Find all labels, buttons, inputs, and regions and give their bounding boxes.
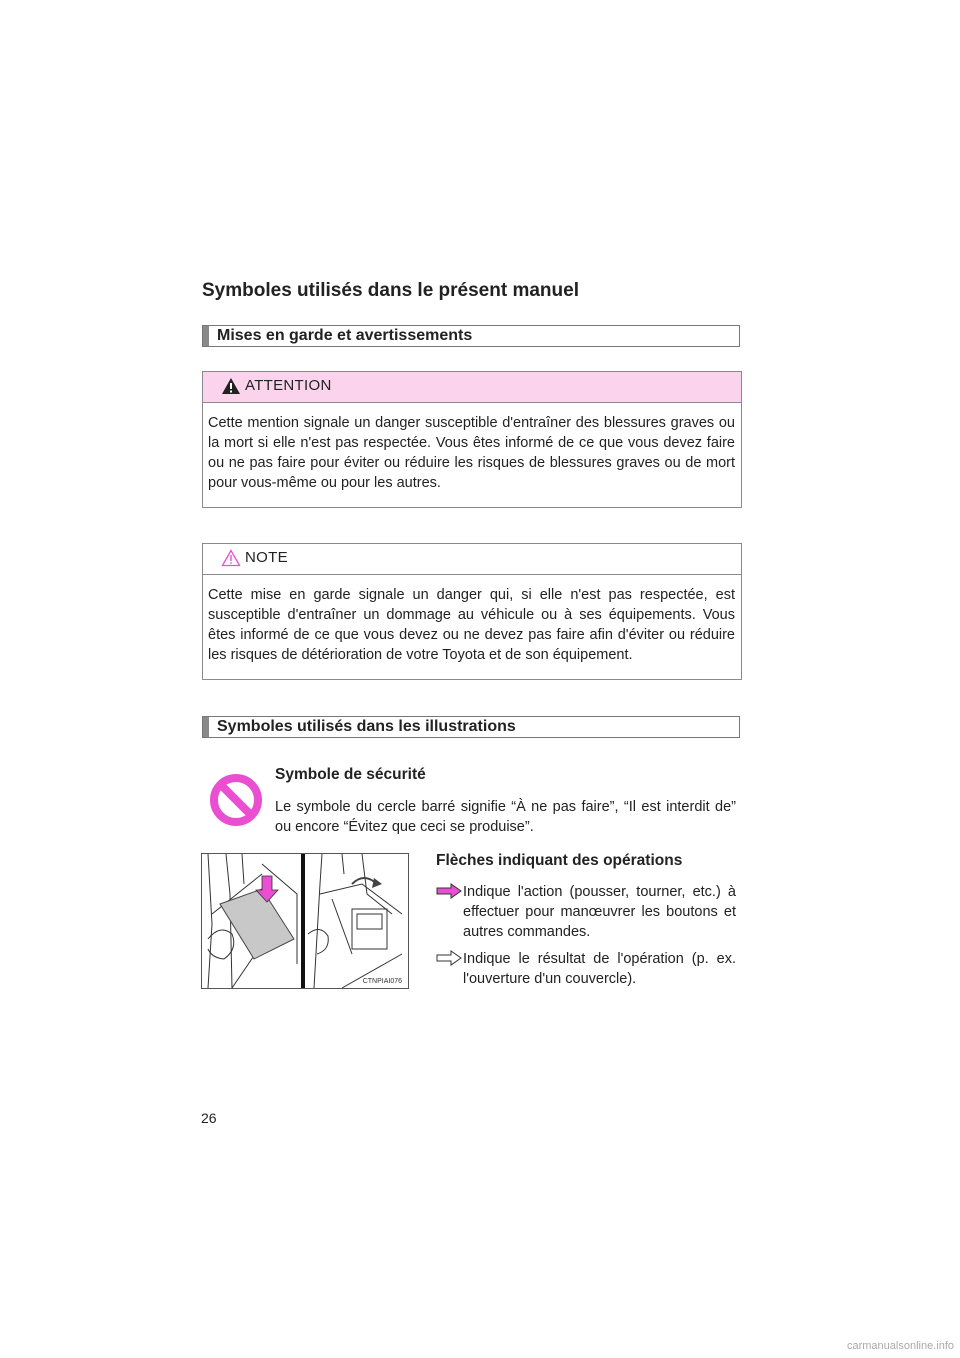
section-header-illustrations bbox=[202, 716, 740, 738]
attention-label: ATTENTION bbox=[245, 377, 332, 394]
note-text: Cette mise en garde signale un danger qui, si elle n'est pas respectée, est susceptible d'entraîner un dommage au véhicule ou à ses équipements. Vous êtes informé de ce que vous devez ou ne devez pas faire afin d'éviter ou réduire les risques de détérioration de votre Toyota et de son équipement. bbox=[208, 587, 735, 663]
result-arrow-text: Indique le résultat de l'opération (p. ex. l'ouverture d'un couvercle). bbox=[463, 951, 736, 987]
page-title: Symboles utilisés dans le présent manuel bbox=[202, 280, 579, 301]
section-title: Symboles utilisés dans les illustrations bbox=[217, 718, 516, 735]
section-marker bbox=[203, 717, 209, 737]
note-label: NOTE bbox=[245, 549, 288, 566]
attention-box bbox=[202, 371, 742, 508]
section-marker bbox=[203, 326, 209, 346]
attention-text: Cette mention signale un danger susceptible d'entraîner des blessures graves ou la mort si elle n'est pas respectée. Vous êtes informé de ce que vous devez faire ou ne pas faire pour éviter ou réduire les risques de blessures graves ou de mort pour vous-même ou pour les autres. bbox=[208, 415, 735, 491]
console-drawing bbox=[202, 854, 408, 988]
result-arrow-icon bbox=[436, 950, 462, 966]
operation-arrows-heading: Flèches indiquant des opérations bbox=[436, 852, 683, 869]
safety-symbol-heading: Symbole de sécurité bbox=[275, 766, 426, 783]
prohibition-circle-icon bbox=[209, 773, 263, 827]
attention-header bbox=[203, 372, 741, 403]
console-illustration bbox=[201, 853, 409, 989]
warning-triangle-outline-icon bbox=[221, 549, 241, 567]
watermark: carmanualsonline.info bbox=[846, 1340, 954, 1352]
safety-symbol-text: Le symbole du cercle barré signifie “À ne pas faire”, “Il est interdit de” ou encore “Évitez que ceci se produise”. bbox=[275, 799, 736, 835]
action-arrow-icon bbox=[436, 883, 462, 899]
note-header bbox=[203, 544, 741, 575]
note-box bbox=[202, 543, 742, 680]
page-number: 26 bbox=[201, 1110, 217, 1126]
section-title: Mises en garde et avertissements bbox=[217, 327, 473, 344]
illustration-code: CTNPIAI076 bbox=[362, 978, 402, 985]
section-header-warnings bbox=[202, 325, 740, 347]
action-arrow-text: Indique l'action (pousser, tourner, etc.) à effectuer pour manœuvrer les boutons et autres commandes. bbox=[463, 884, 736, 940]
warning-triangle-filled-icon bbox=[221, 377, 241, 395]
